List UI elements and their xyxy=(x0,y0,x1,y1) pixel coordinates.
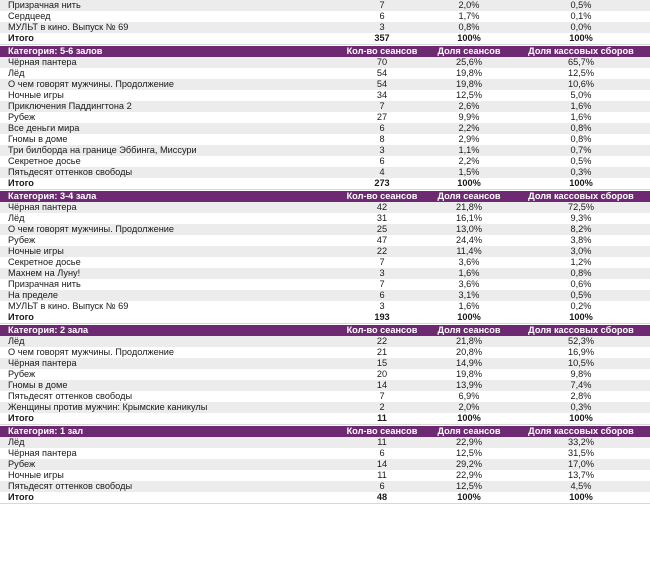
sessions-count-cell: 3 xyxy=(379,268,385,278)
film-title-cell: Все деньги мира xyxy=(8,123,80,133)
sessions-share-cell: 19,8% xyxy=(455,369,483,379)
table-row xyxy=(0,202,650,213)
film-title-cell: Чёрная пантера xyxy=(8,57,77,67)
sessions-share-cell: 24,4% xyxy=(455,235,483,245)
box-office-share-cell: 0,0% xyxy=(570,22,592,32)
section-divider xyxy=(0,504,650,505)
sessions-share-cell: 2,6% xyxy=(458,101,480,111)
sessions-share-cell: 2,2% xyxy=(458,156,480,166)
film-title-cell: Рубеж xyxy=(8,459,36,469)
sessions-count-cell: 14 xyxy=(376,380,388,390)
column-header: Доля сеансов xyxy=(437,325,501,335)
sessions-share-cell: 19,8% xyxy=(455,68,483,78)
film-title-cell: Три билборда на границе Эббинга, Миссури xyxy=(8,145,197,155)
sessions-share-cell: 3,1% xyxy=(458,290,480,300)
box-office-share-cell: 8,2% xyxy=(570,224,592,234)
box-office-share-cell: 3,8% xyxy=(570,235,592,245)
box-office-share-cell: 0,8% xyxy=(570,134,592,144)
sessions-count-cell: 7 xyxy=(379,101,385,111)
total-row xyxy=(0,492,650,504)
film-title-cell: Ночные игры xyxy=(8,90,64,100)
sessions-count-cell: 6 xyxy=(379,481,385,491)
film-title-cell: Махнем на Луну! xyxy=(8,268,81,278)
table-row xyxy=(0,57,650,68)
table-row xyxy=(0,380,650,391)
box-office-share-cell: 0,3% xyxy=(570,402,592,412)
box-office-share-cell: 9,8% xyxy=(570,369,592,379)
box-office-share-cell: 0,3% xyxy=(570,167,592,177)
sessions-share-cell: 12,5% xyxy=(455,448,483,458)
table-row xyxy=(0,402,650,413)
sessions-share-cell: 12,5% xyxy=(455,90,483,100)
table-row xyxy=(0,156,650,167)
table-row xyxy=(0,112,650,123)
film-title-cell: Пятьдесят оттенков свободы xyxy=(8,167,133,177)
category-title: Категория: 1 зал xyxy=(8,426,84,436)
table-row xyxy=(0,235,650,246)
box-office-share-cell: 17,0% xyxy=(567,459,595,469)
box-office-share-cell: 3,0% xyxy=(570,246,592,256)
sessions-share-cell: 21,8% xyxy=(455,202,483,212)
sessions-share-cell: 13,9% xyxy=(455,380,483,390)
column-header: Доля кассовых сборов xyxy=(528,426,634,436)
box-office-share-cell: 0,2% xyxy=(570,301,592,311)
sessions-count-cell: 34 xyxy=(376,90,388,100)
column-header: Кол-во сеансов xyxy=(346,191,418,201)
column-header: Доля кассовых сборов xyxy=(528,325,634,335)
sessions-count-cell: 6 xyxy=(379,290,385,300)
category-title: Категория: 3-4 зала xyxy=(8,191,97,201)
sessions-count-cell: 273 xyxy=(374,178,390,188)
film-title-cell: Итого xyxy=(8,33,34,43)
sessions-count-cell: 21 xyxy=(376,347,388,357)
sessions-share-cell: 16,1% xyxy=(455,213,483,223)
film-title-cell: Ночные игры xyxy=(8,246,64,256)
category-title: Категория: 2 зала xyxy=(8,325,89,335)
table-row xyxy=(0,470,650,481)
box-office-share-cell: 0,1% xyxy=(570,11,592,21)
column-header: Доля кассовых сборов xyxy=(528,191,634,201)
table-row xyxy=(0,167,650,178)
table-row xyxy=(0,79,650,90)
table-row xyxy=(0,481,650,492)
film-title-cell: Чёрная пантера xyxy=(8,448,77,458)
column-header: Кол-во сеансов xyxy=(346,46,418,56)
film-title-cell: На пределе xyxy=(8,290,58,300)
box-office-share-cell: 13,7% xyxy=(567,470,595,480)
sessions-share-cell: 22,9% xyxy=(455,470,483,480)
table-row xyxy=(0,459,650,470)
film-title-cell: Итого xyxy=(8,413,34,423)
sessions-share-cell: 2,0% xyxy=(458,0,480,10)
box-office-share-cell: 2,8% xyxy=(570,391,592,401)
sessions-count-cell: 47 xyxy=(376,235,388,245)
sessions-count-cell: 54 xyxy=(376,68,388,78)
box-office-share-cell: 10,5% xyxy=(567,358,595,368)
box-office-share-cell: 0,5% xyxy=(570,290,592,300)
box-office-share-cell: 0,8% xyxy=(570,123,592,133)
table-row xyxy=(0,301,650,312)
film-title-cell: Лёд xyxy=(8,68,25,78)
column-header: Кол-во сеансов xyxy=(346,325,418,335)
table-row xyxy=(0,68,650,79)
sessions-share-cell: 1,6% xyxy=(458,301,480,311)
film-title-cell: О чем говорят мужчины. Продолжение xyxy=(8,347,175,357)
sessions-count-cell: 48 xyxy=(376,492,388,502)
category-header xyxy=(0,46,650,57)
film-title-cell: Пятьдесят оттенков свободы xyxy=(8,481,133,491)
sessions-share-cell: 100% xyxy=(457,33,481,43)
column-header: Доля кассовых сборов xyxy=(528,46,634,56)
table-row xyxy=(0,290,650,301)
category-header xyxy=(0,191,650,202)
film-title-cell: МУЛЬТ в кино. Выпуск № 69 xyxy=(8,301,129,311)
table-row xyxy=(0,279,650,290)
sessions-count-cell: 25 xyxy=(376,224,388,234)
film-title-cell: Пятьдесят оттенков свободы xyxy=(8,391,133,401)
box-office-share-cell: 7,4% xyxy=(570,380,592,390)
sessions-share-cell: 3,6% xyxy=(458,279,480,289)
sessions-share-cell: 0,8% xyxy=(458,22,480,32)
sessions-count-cell: 8 xyxy=(379,134,385,144)
sessions-count-cell: 4 xyxy=(379,167,385,177)
sessions-count-cell: 6 xyxy=(379,448,385,458)
table-row xyxy=(0,134,650,145)
table-row xyxy=(0,268,650,279)
film-title-cell: Лёд xyxy=(8,437,25,447)
table-row xyxy=(0,437,650,448)
film-title-cell: Сердцеед xyxy=(8,11,51,21)
box-office-share-cell: 100% xyxy=(569,178,593,188)
sessions-share-cell: 21,8% xyxy=(455,336,483,346)
table-row xyxy=(0,257,650,268)
sessions-count-cell: 7 xyxy=(379,257,385,267)
table-row xyxy=(0,213,650,224)
sessions-share-cell: 11,4% xyxy=(456,246,482,256)
film-title-cell: Приключения Паддингтона 2 xyxy=(8,101,132,111)
table-row xyxy=(0,246,650,257)
box-office-share-cell: 72,5% xyxy=(567,202,595,212)
sessions-share-cell: 1,1% xyxy=(458,145,480,155)
sessions-count-cell: 3 xyxy=(379,145,385,155)
film-title-cell: Чёрная пантера xyxy=(8,358,77,368)
sessions-count-cell: 7 xyxy=(379,391,385,401)
total-row xyxy=(0,33,650,45)
box-office-share-cell: 31,5% xyxy=(567,448,595,458)
sessions-count-cell: 22 xyxy=(376,336,388,346)
table-row xyxy=(0,448,650,459)
sessions-count-cell: 7 xyxy=(379,0,385,10)
category-title: Категория: 5-6 залов xyxy=(8,46,103,56)
table-row xyxy=(0,336,650,347)
sessions-share-cell: 20,8% xyxy=(455,347,483,357)
box-office-share-cell: 33,2% xyxy=(567,437,595,447)
box-office-share-cell: 1,6% xyxy=(570,112,592,122)
sessions-count-cell: 42 xyxy=(376,202,388,212)
sessions-share-cell: 6,9% xyxy=(458,391,480,401)
sessions-count-cell: 7 xyxy=(379,279,385,289)
sessions-count-cell: 70 xyxy=(376,57,388,67)
box-office-share-cell: 100% xyxy=(569,492,593,502)
sessions-share-cell: 1,6% xyxy=(458,268,480,278)
box-office-share-cell: 5,0% xyxy=(570,90,592,100)
sessions-count-cell: 11 xyxy=(377,437,387,447)
sessions-share-cell: 22,9% xyxy=(455,437,483,447)
box-office-share-cell: 12,5% xyxy=(567,68,595,78)
film-title-cell: О чем говорят мужчины. Продолжение xyxy=(8,79,175,89)
sessions-share-cell: 1,7% xyxy=(458,11,480,21)
table-row xyxy=(0,347,650,358)
column-header: Доля сеансов xyxy=(437,191,501,201)
sessions-count-cell: 193 xyxy=(374,312,390,322)
sessions-share-cell: 100% xyxy=(457,312,481,322)
category-header xyxy=(0,426,650,437)
table-row xyxy=(0,145,650,156)
box-office-share-cell: 1,2% xyxy=(570,257,592,267)
film-title-cell: Секретное досье xyxy=(8,257,81,267)
box-office-share-cell: 1,6% xyxy=(570,101,592,111)
sessions-share-cell: 1,5% xyxy=(458,167,480,177)
film-title-cell: Рубеж xyxy=(8,235,36,245)
film-title-cell: Лёд xyxy=(8,213,25,223)
sessions-share-cell: 12,5% xyxy=(455,481,483,491)
film-title-cell: Итого xyxy=(8,492,34,502)
film-title-cell: Итого xyxy=(8,178,34,188)
sessions-share-cell: 100% xyxy=(457,413,481,423)
table-row xyxy=(0,391,650,402)
film-title-cell: Чёрная пантера xyxy=(8,202,77,212)
column-header: Доля сеансов xyxy=(437,426,501,436)
film-title-cell: Гномы в доме xyxy=(8,380,68,390)
sessions-share-cell: 2,2% xyxy=(458,123,480,133)
sessions-count-cell: 3 xyxy=(379,22,385,32)
box-office-share-cell: 100% xyxy=(569,312,593,322)
film-title-cell: Призрачная нить xyxy=(8,0,81,10)
sessions-share-cell: 19,8% xyxy=(455,79,483,89)
film-title-cell: Рубеж xyxy=(8,369,36,379)
sessions-count-cell: 6 xyxy=(379,156,385,166)
film-title-cell: МУЛЬТ в кино. Выпуск № 69 xyxy=(8,22,129,32)
sessions-share-cell: 100% xyxy=(457,178,481,188)
table-row xyxy=(0,224,650,235)
box-office-share-cell: 0,5% xyxy=(570,0,592,10)
sessions-share-cell: 100% xyxy=(457,492,481,502)
sessions-count-cell: 22 xyxy=(376,246,388,256)
sessions-count-cell: 11 xyxy=(377,413,387,423)
table-row xyxy=(0,369,650,380)
box-office-share-cell: 0,8% xyxy=(570,268,592,278)
box-office-share-cell: 0,6% xyxy=(570,279,592,289)
sessions-count-cell: 6 xyxy=(379,123,385,133)
sessions-count-cell: 357 xyxy=(374,33,390,43)
box-office-share-cell: 100% xyxy=(569,33,593,43)
sessions-count-cell: 6 xyxy=(379,11,385,21)
box-office-share-cell: 52,3% xyxy=(567,336,595,346)
sessions-share-cell: 3,6% xyxy=(458,257,480,267)
table-row xyxy=(0,90,650,101)
table-row xyxy=(0,22,650,33)
table-row xyxy=(0,11,650,22)
film-title-cell: Итого xyxy=(8,312,34,322)
table-row xyxy=(0,358,650,369)
total-row xyxy=(0,413,650,425)
film-title-cell: Ночные игры xyxy=(8,470,64,480)
table-row xyxy=(0,123,650,134)
sessions-count-cell: 31 xyxy=(376,213,388,223)
sessions-count-cell: 11 xyxy=(377,470,387,480)
film-title-cell: Женщины против мужчин: Крымские каникулы xyxy=(8,402,208,412)
sessions-share-cell: 25,6% xyxy=(455,57,483,67)
box-office-share-cell: 65,7% xyxy=(567,57,595,67)
film-title-cell: Секретное досье xyxy=(8,156,81,166)
total-row xyxy=(0,178,650,190)
sessions-count-cell: 14 xyxy=(376,459,388,469)
column-header: Кол-во сеансов xyxy=(346,426,418,436)
film-title-cell: Лёд xyxy=(8,336,25,346)
sessions-share-cell: 2,9% xyxy=(458,134,480,144)
sessions-count-cell: 54 xyxy=(376,79,388,89)
sessions-share-cell: 29,2% xyxy=(455,459,483,469)
sessions-share-cell: 13,0% xyxy=(455,224,483,234)
sessions-count-cell: 20 xyxy=(376,369,388,379)
box-office-share-cell: 100% xyxy=(569,413,593,423)
sessions-share-cell: 2,0% xyxy=(458,402,480,412)
total-row xyxy=(0,312,650,324)
box-office-share-cell: 0,5% xyxy=(570,156,592,166)
sessions-count-cell: 15 xyxy=(376,358,388,368)
film-title-cell: Призрачная нить xyxy=(8,279,81,289)
table-row xyxy=(0,0,650,11)
box-office-share-cell: 0,7% xyxy=(570,145,592,155)
box-office-share-cell: 10,6% xyxy=(567,79,595,89)
film-title-cell: Гномы в доме xyxy=(8,134,68,144)
column-header: Доля сеансов xyxy=(437,46,501,56)
category-header xyxy=(0,325,650,336)
table-row xyxy=(0,101,650,112)
sessions-share-cell: 14,9% xyxy=(455,358,483,368)
box-office-share-cell: 16,9% xyxy=(567,347,595,357)
sessions-share-cell: 9,9% xyxy=(458,112,480,122)
box-office-share-cell: 4,5% xyxy=(570,481,592,491)
box-office-share-cell: 9,3% xyxy=(570,213,592,223)
sessions-count-cell: 3 xyxy=(379,301,385,311)
sessions-count-cell: 2 xyxy=(379,402,385,412)
film-title-cell: О чем говорят мужчины. Продолжение xyxy=(8,224,175,234)
sessions-count-cell: 27 xyxy=(376,112,388,122)
film-title-cell: Рубеж xyxy=(8,112,36,122)
